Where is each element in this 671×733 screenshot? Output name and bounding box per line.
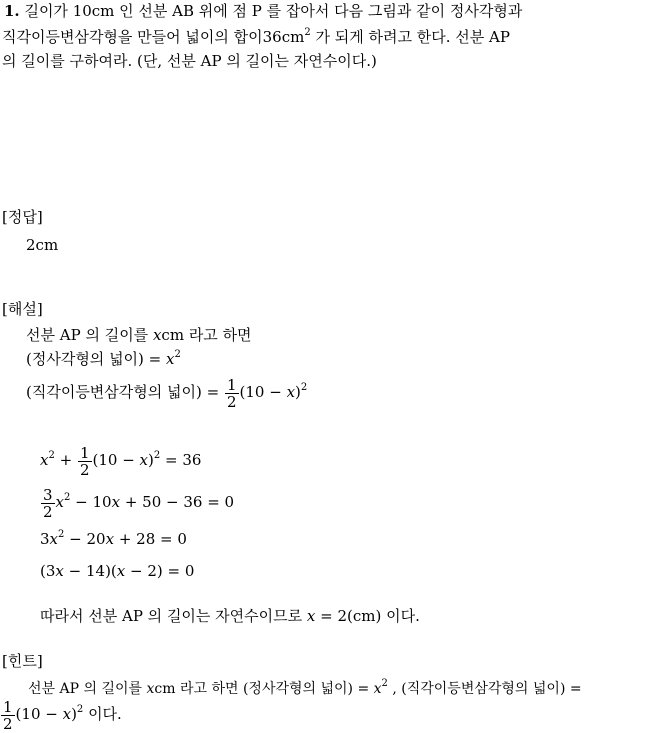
solution-line-3: (직각이등변삼각형의 넓이) = $\frac{1}{2}$ $(10 - x)^2$ bbox=[26, 375, 308, 411]
fraction: $\frac{1}{2}$ bbox=[226, 375, 237, 411]
problem-line-2: 직각이등변삼각형을 만들어 넓이의 합이$36cm^2$ 가 되게 하려고 한다. 선분 AP bbox=[2, 27, 510, 46]
solution-conclusion: 따라서 선분 AP 의 길이는 자연수이므로 x = 2(cm) 이다. bbox=[40, 607, 420, 625]
problem-line-3: 의 길이를 구하여라. (단, 선분 AP 의 길이는 자연수이다.) bbox=[2, 52, 377, 70]
hint-line-2: $\frac{1}{2}$ $(10 - x)^2$ 이다. bbox=[3, 697, 122, 733]
fraction: $\frac{3}{2}$ bbox=[43, 485, 53, 521]
problem-line-1 bbox=[4, 2, 522, 20]
answer-label: [정답] bbox=[2, 208, 43, 226]
problem-text-1: 길이가 10cm 인 선분 AB 위에 점 P 를 잡아서 다음 그림과 같이 정사각형과 bbox=[24, 2, 523, 20]
fraction: $\frac{1}{2}$ bbox=[79, 443, 90, 479]
answer-value: 2cm bbox=[26, 236, 59, 254]
fraction: $\frac{1}{2}$ bbox=[3, 697, 13, 733]
solution-line-1: 선분 AP 의 길이를 xcm 라고 하면 bbox=[26, 326, 252, 344]
solution-line-2: (정사각형의 넓이) = $x^2$ bbox=[26, 349, 181, 368]
hint-label: [힌트] bbox=[2, 652, 43, 670]
equation-1: $x^2$ + $\frac{1}{2}$ $(10 - x)^2 = 36$ bbox=[40, 443, 202, 479]
equation-3: $3x^2 - 20x + 28 = 0$ bbox=[40, 529, 187, 548]
problem-number: 1. bbox=[4, 2, 20, 20]
equation-4: (3x − 14)(x − 2) = 0 bbox=[40, 562, 195, 580]
solution-label: [해설] bbox=[2, 300, 43, 318]
equation-2: $\frac{3}{2}$ $x^2 - 10x + 50 - 36 = 0$ bbox=[43, 485, 235, 521]
hint-line-1: 선분 AP 의 길이를 xcm 라고 하면 (정사각형의 넓이) = $x^2$ , (직각이등변삼각형의 넓이) = bbox=[28, 678, 582, 697]
